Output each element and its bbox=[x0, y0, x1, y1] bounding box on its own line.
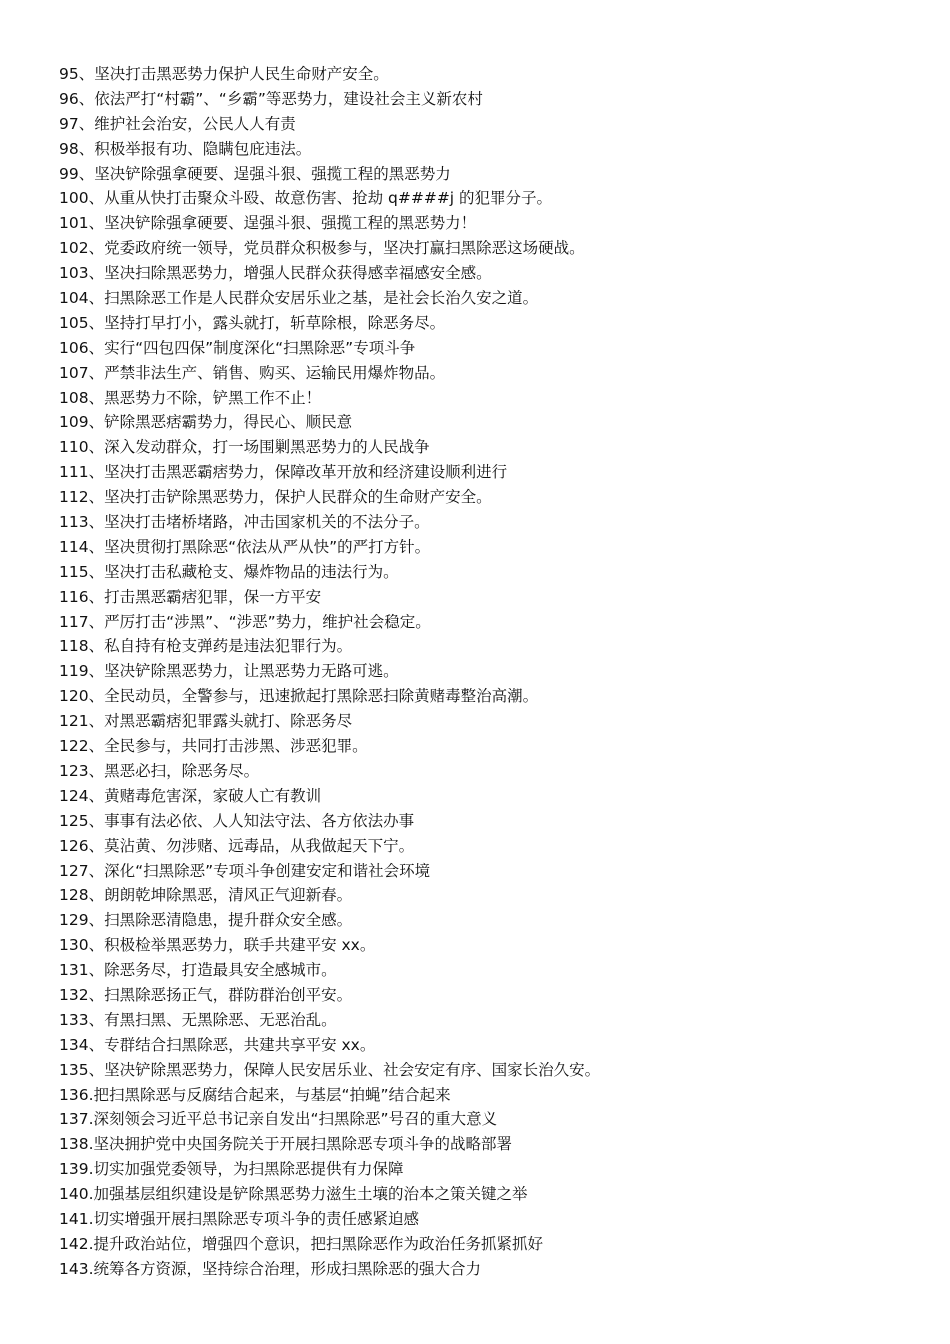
slogan-line: 118、私自持有枪支弹药是违法犯罪行为。 bbox=[59, 637, 353, 656]
slogan-line: 110、深入发动群众，打一场围剿黑恶势力的人民战争 bbox=[59, 438, 430, 457]
slogan-line: 123、黑恶必扫，除恶务尽。 bbox=[59, 761, 260, 780]
slogan-line: 101、坚决铲除强拿硬要、逞强斗狠、强揽工程的黑恶势力！ bbox=[59, 214, 477, 233]
slogan-line: 140.加强基层组织建设是铲除黑恶势力滋生土壤的治本之策关键之举 bbox=[59, 1185, 528, 1204]
slogan-line: 114、坚决贯彻打黑除恶“依法从严从快”的严打方针。 bbox=[59, 537, 431, 556]
slogan-line: 112、坚决打击铲除黑恶势力，保护人民群众的生命财产安全。 bbox=[59, 488, 492, 507]
slogan-line: 127、深化“扫黑除恶”专项斗争创建安定和谐社会环境 bbox=[59, 861, 431, 880]
slogan-line: 107、严禁非法生产、销售、购买、运输民用爆炸物品。 bbox=[59, 363, 446, 382]
slogan-line: 125、事事有法必依、人人知法守法、各方依法办事 bbox=[59, 811, 415, 830]
slogan-line: 130、积极检举黑恶势力，联手共建平安 xx。 bbox=[59, 936, 376, 955]
slogan-line: 100、从重从快打击聚众斗殴、故意伤害、抢劫 q####j 的犯罪分子。 bbox=[59, 189, 553, 208]
slogan-line: 105、坚持打早打小，露头就打，斩草除根，除恶务尽。 bbox=[59, 313, 446, 332]
slogan-line: 115、坚决打击私藏枪支、爆炸物品的违法行为。 bbox=[59, 562, 399, 581]
slogan-line: 128、朗朗乾坤除黑恶，清风正气迎新春。 bbox=[59, 886, 353, 905]
slogan-line: 113、坚决打击堵桥堵路，冲击国家机关的不法分子。 bbox=[59, 513, 430, 532]
slogan-line: 138.坚决拥护党中央国务院关于开展扫黑除恶专项斗争的战略部署 bbox=[59, 1135, 513, 1154]
slogan-line: 141.切实增强开展扫黑除恶专项斗争的责任感紧迫感 bbox=[59, 1209, 420, 1228]
slogan-line: 116、打击黑恶霸痞犯罪，保一方平安 bbox=[59, 587, 322, 606]
slogan-line: 142.提升政治站位，增强四个意识，把扫黑除恶作为政治任务抓紧抓好 bbox=[59, 1234, 544, 1253]
slogan-line: 108、黑恶势力不除，铲黑工作不止！ bbox=[59, 388, 322, 407]
slogan-line: 133、有黑扫黑、无黑除恶、无恶治乱。 bbox=[59, 1010, 337, 1029]
slogan-line: 109、铲除黑恶痞霸势力，得民心、顺民意 bbox=[59, 413, 353, 432]
slogan-line: 119、坚决铲除黑恶势力，让黑恶势力无路可逃。 bbox=[59, 662, 399, 681]
slogan-line: 96、依法严打“村霸”、“乡霸”等恶势力，建设社会主义新农村 bbox=[59, 89, 483, 108]
slogan-line: 106、实行“四包四保”制度深化“扫黑除恶”专项斗争 bbox=[59, 338, 416, 357]
slogan-line: 99、坚决铲除强拿硬要、逞强斗狠、强揽工程的黑恶势力 bbox=[59, 164, 451, 183]
slogan-line: 135、坚决铲除黑恶势力，保障人民安居乐业、社会安定有序、国家长治久安。 bbox=[59, 1060, 601, 1079]
slogan-line: 95、坚决打击黑恶势力保护人民生命财产安全。 bbox=[59, 65, 389, 83]
slogan-line: 136.把扫黑除恶与反腐结合起来，与基层“拍蝇”结合起来 bbox=[59, 1085, 451, 1104]
slogan-line: 139.切实加强党委领导，为扫黑除恶提供有力保障 bbox=[59, 1160, 404, 1179]
slogan-line: 126、莫沾黄、勿涉赌、远毒品，从我做起天下宁。 bbox=[59, 836, 415, 855]
slogan-line: 143.统筹各方资源，坚持综合治理，形成扫黑除恶的强大合力 bbox=[59, 1259, 482, 1278]
slogan-line: 129、扫黑除恶清隐患，提升群众安全感。 bbox=[59, 911, 353, 930]
slogan-line: 102、党委政府统一领导，党员群众积极参与，坚决打赢扫黑除恶这场硬战。 bbox=[59, 239, 585, 258]
slogan-line: 137.深刻领会习近平总书记亲自发出“扫黑除恶”号召的重大意义 bbox=[59, 1110, 498, 1129]
slogan-line: 117、严厉打击“涉黑”、“涉恶”势力，维护社会稳定。 bbox=[59, 612, 431, 631]
slogan-line: 121、对黑恶霸痞犯罪露头就打、除恶务尽 bbox=[59, 712, 353, 731]
slogan-line: 122、全民参与，共同打击涉黑、涉恶犯罪。 bbox=[59, 737, 368, 756]
slogan-line: 98、积极举报有功、隐瞒包庇违法。 bbox=[59, 139, 312, 158]
slogan-line: 134、专群结合扫黑除恶，共建共享平安 xx。 bbox=[59, 1035, 376, 1054]
slogan-line: 97、维护社会治安，公民人人有责 bbox=[59, 114, 296, 133]
slogan-line: 124、黄赌毒危害深，家破人亡有教训 bbox=[59, 786, 322, 805]
slogan-line: 132、扫黑除恶扬正气，群防群治创平安。 bbox=[59, 985, 353, 1004]
slogan-line: 120、全民动员，全警参与，迅速掀起打黑除恶扫除黄赌毒整治高潮。 bbox=[59, 687, 539, 706]
slogan-line: 111、坚决打击黑恶霸痞势力，保障改革开放和经济建设顺利进行 bbox=[59, 463, 508, 482]
document-page bbox=[59, 62, 919, 1282]
slogan-line: 103、坚决扫除黑恶势力，增强人民群众获得感幸福感安全感。 bbox=[59, 264, 492, 283]
slogan-line: 131、除恶务尽，打造最具安全感城市。 bbox=[59, 961, 337, 980]
slogan-line: 104、扫黑除恶工作是人民群众安居乐业之基，是社会长治久安之道。 bbox=[59, 289, 539, 308]
